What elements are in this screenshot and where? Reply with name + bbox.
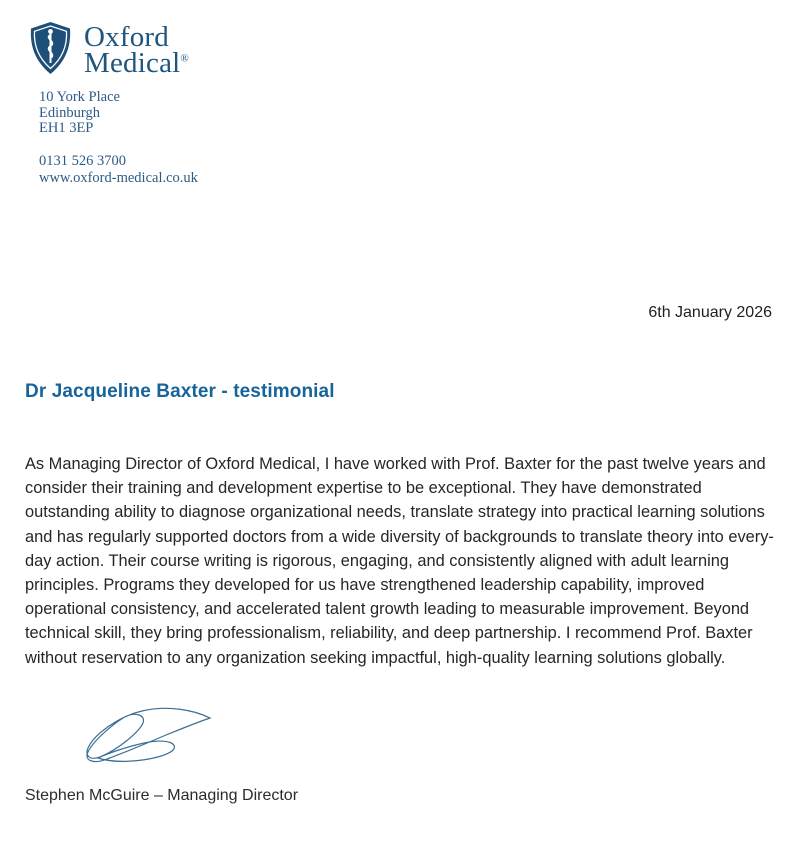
letter-date: 6th January 2026 <box>648 304 772 321</box>
website-url: www.oxford-medical.co.uk <box>39 169 198 186</box>
signature-icon <box>76 701 216 765</box>
brand-name-line1: Oxford <box>84 21 169 53</box>
letter-body: As Managing Director of Oxford Medical, I have worked with Prof. Baxter for the past twelve years and consider their training and development expertise to be exceptional. They have demonstrated outstanding ability to diagnose organizational needs, translate strategy into practical learning solutions and has regularly supported doctors from a wide diversity of backgrounds to translate theory into every-day action. Their course writing is rigorous, engaging, and consistently aligned with adult learning principles. Programs they developed for us have strengthened leadership capability, improved operational consistency, and accelerated talent growth leading to measurable improvement. Beyond technical skill, they bring professionalism, reliability, and deep partnership. I recommend Prof. Baxter without reservation to any organization seeking impactful, high-quality learning solutions globally. <box>25 455 774 667</box>
brand-name-line2: Medical® <box>84 47 189 79</box>
company-address <box>39 90 120 137</box>
registered-trademark: ® <box>180 52 189 65</box>
letter-subject: Dr Jacqueline Baxter - testimonial <box>25 381 335 402</box>
address-postcode: EH1 3EP <box>39 120 94 136</box>
brand-wordmark <box>84 21 189 79</box>
oxford-medical-logo <box>28 21 189 79</box>
company-contact <box>39 153 198 186</box>
signer-name-title: Stephen McGuire – Managing Director <box>25 787 299 804</box>
address-line-1: 10 York Place <box>39 89 120 105</box>
phone-number: 0131 526 3700 <box>39 153 126 169</box>
shield-caduceus-icon <box>28 21 73 76</box>
address-line-2: Edinburgh <box>39 104 100 121</box>
handwritten-signature <box>76 701 216 765</box>
